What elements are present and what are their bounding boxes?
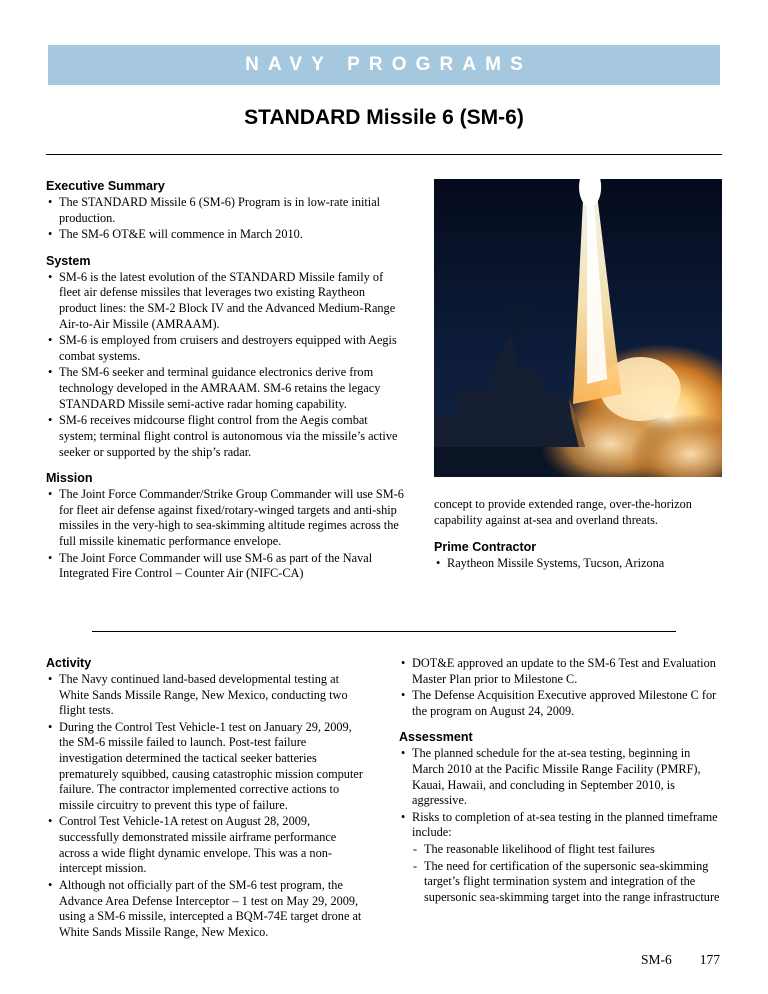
prime-contractor-list: [434, 556, 722, 572]
section-mission: [46, 471, 404, 582]
list-item: [399, 810, 722, 906]
list-item: • The STANDARD Missile 6 (SM-6) Program is in low-rate initial production.: [46, 195, 404, 226]
page-footer: [641, 952, 720, 968]
footer-page-number: 177: [699, 952, 720, 967]
list-item: • The planned schedule for the at-sea testing, beginning in March 2010 at the Pacific Missile Range Facility (PMRF), Kauai, Hawaii, and concluding in September 2010, is aggressive.: [399, 746, 722, 808]
list-item: • SM-6 is employed from cruisers and destroyers equipped with Aegis combat systems.: [46, 333, 404, 364]
list-item: • SM-6 receives midcourse flight control from the Aegis combat system; terminal flight control is autonomous via the missile’s active seeker or supported by the ship’s radar.: [46, 413, 404, 460]
assessment-heading: Assessment: [399, 730, 473, 745]
list-item-text: Risks to completion of at-sea testing in the planned timeframe include:: [412, 809, 718, 840]
executive-summary-list: [46, 195, 404, 243]
divider-top: [46, 154, 722, 155]
activity-heading: Activity: [46, 656, 92, 670]
list-item: • The Joint Force Commander will use SM-6 as part of the Naval Integrated Fire Control – Counter Air (NIFC-CA): [46, 551, 404, 582]
list-item: • The SM-6 seeker and terminal guidance electronics derive from technology developed in the AMRAAM. SM-6 retains the legacy STANDARD Missile semi-active radar homing capability.: [46, 365, 404, 412]
dash-item: - The reasonable likelihood of flight test failures: [412, 842, 722, 858]
list-item: • The SM-6 OT&E will commence in March 2010.: [46, 227, 404, 243]
missile-launch-photo: [434, 179, 722, 477]
upper-right-column: [434, 179, 722, 607]
list-item: • During the Control Test Vehicle-1 test on January 29, 2009, the SM-6 missile failed to launch. Post-test failure investigation determined the tactical seeker batteries prematurely squibbed, causing catastrophic mission computer failure. The contractor implemented corrective actions to missile circuitry to prevent this type of failure.: [46, 720, 369, 814]
lower-columns: [46, 656, 722, 951]
assessment-list: [399, 746, 722, 905]
list-item: • DOT&E approved an update to the SM-6 Test and Evaluation Master Plan prior to Milestone C.: [399, 656, 722, 687]
divider-middle: [92, 631, 676, 632]
assessment-risk-sublist: [412, 842, 722, 905]
system-list: [46, 270, 404, 460]
section-prime-contractor: [434, 540, 722, 572]
lower-left-column: [46, 656, 369, 951]
lower-right-column: [399, 656, 722, 951]
dash-item: - The need for certification of the supersonic sea-skimming target’s flight termination system and integration of the supersonic sea-skimming target into the range infrastructure: [412, 859, 722, 906]
mission-list: [46, 487, 404, 582]
upper-left-column: [46, 179, 404, 607]
section-system: [46, 254, 404, 460]
footer-program-label: SM-6: [640, 952, 672, 967]
executive-summary-heading: Executive Summary: [46, 179, 165, 193]
system-heading: System: [46, 253, 91, 268]
page-title: STANDARD Missile 6 (SM-6): [244, 106, 524, 129]
list-item: • SM-6 is the latest evolution of the STANDARD Missile family of fleet air defense missiles that leverages two existing Raytheon product lines: the SM-2 Block IV and the Advanced Medium-Range Air-to-Air Missile (AMRAAM).: [46, 270, 404, 332]
mission-continuation-text: concept to provide extended range, over-the-horizon capability against at-sea and overland threats.: [434, 497, 692, 527]
activity-list: [46, 672, 369, 940]
mission-heading: Mission: [46, 471, 93, 486]
banner-text: NAVY PROGRAMS: [245, 54, 532, 75]
list-item: • The Joint Force Commander/Strike Group Commander will use SM-6 for fleet air defense against fixed/rotary-winged targets and anti-ship missiles in the very-high to sea-skimming altitude regimes across the full missile kinematic performance envelope.: [46, 487, 404, 549]
section-executive-summary: [46, 179, 404, 243]
section-activity: [46, 656, 369, 940]
list-item: • The Defense Acquisition Executive approved Milestone C for the program on August 24, 2009.: [399, 688, 722, 719]
list-item: • Control Test Vehicle-1A retest on August 28, 2009, successfully demonstrated missile airframe performance across a wide flight dynamic envelope. This was a non-intercept mission.: [46, 814, 369, 876]
upper-columns: [46, 179, 722, 607]
list-item: • The Navy continued land-based developmental testing at White Sands Missile Range, New Mexico, conducting two flight tests.: [46, 672, 369, 719]
navy-programs-banner: [48, 45, 720, 85]
prime-contractor-heading: Prime Contractor: [434, 540, 537, 555]
section-assessment: [399, 730, 722, 905]
list-item: • Raytheon Missile Systems, Tucson, Arizona: [434, 556, 722, 572]
activity-continued-list: [399, 656, 722, 719]
list-item: • Although not officially part of the SM-6 test program, the Advance Area Defense Interceptor – 1 test on May 29, 2009, using a SM-6 missile, intercepted a BQM-74E target drone at White Sands Missile Range, New Mexico.: [46, 878, 369, 940]
